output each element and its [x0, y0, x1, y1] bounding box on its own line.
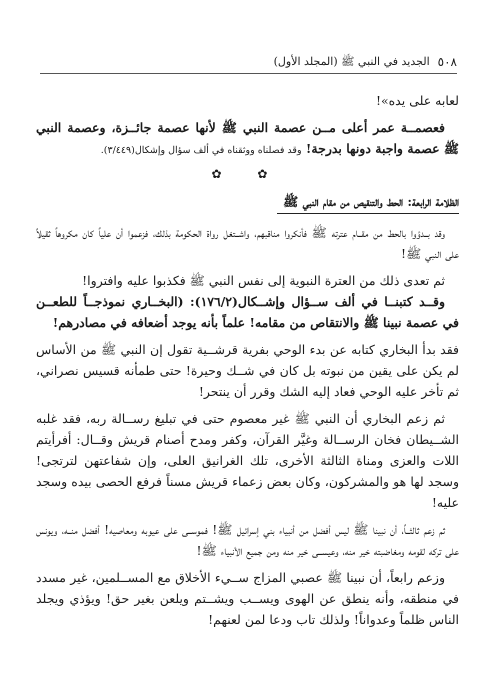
running-title: الجديد في النبي ﷺ (المجلد الأول) [273, 55, 430, 68]
section-divider-ornament: ✿ ✿ [211, 167, 284, 181]
paragraph-4: وقــد كتبنــا في ألف ســؤال وإشــكال(١٧٦/٢): (البخــاري نموذجــاً للطعــن في عصمة نبينا ﷺ والانتقاص من مقامه! علماً بأنه يوجد أضعافه في مصادرهم! [36, 294, 459, 330]
page-number: ٥٠٨ [437, 55, 457, 69]
paragraph-0: لعابه على يده»! [375, 93, 459, 108]
paragraph-1-text: فعصمــة عمر أعلى مــن عصمة النبي ﷺ لأنها عصمة جائــزة، وعصمة النبي ﷺ عصمة واجبة دونها بدرجة! [36, 120, 459, 156]
header-rule [40, 73, 457, 74]
page-body [36, 90, 459, 630]
paragraph-3: ثم تعدى ذلك من العترة النبوية إلى نفس النبي ﷺ فكذبوا عليه وافتروا! [82, 273, 445, 288]
paragraph-5: فقد بدأ البخاري كتابه عن بدء الوحي بفرية قرشــية تقول إن النبي ﷺ من الأساس لم يكن على يقين من نبوته بل كان في شــك وحيرة! حتى طمأنه قسيس نصراني، ثم تأخر عليه الوحي فعاد إليه الشك وقرر أن ينتحر! [36, 342, 459, 399]
paragraph-1 [36, 117, 459, 161]
paragraph-1-note: وقد فصلناه ووثقناه في ألف سؤال وإشكال(٣/٤٤٩). [100, 145, 302, 156]
paragraph-2: وقد بــدؤوا بالحط من مقــام عترته ﷺ فأنكروا مناقبهم، واشــتغل رواة الحكومة بذلك، فزعموا أن علياً كان مكروهاً ثقيلاً على النبي ﷺ! [36, 225, 459, 261]
page-header [40, 54, 457, 70]
paragraph-6: ثم زعم البخاري أن النبي ﷺ غير معصوم حتى في تبليغ رســالة ربه، فقد غلبه الشــيطان فخان الرســالة وغيَّر القرآن، وكفر ومدح أصنام قريش وقــال: أفرأيتم اللات والعزى ومناة الثالثة الأخرى، تلك الغرانيق العلى، وإن شفاعتهن لترتجى! وسجد لها هو والمشركون، وكان بعض زعماء قريش مسناً فرفع الحصى بيده وسجد عليه! [36, 411, 459, 510]
paragraph-8: وزعم رابعاً، أن نبينا ﷺ عصبي المزاج ســيء الأخلاق مع المســلمين، غير مسدد في منطقه، وأنه ينطق عن الهوى ويســب ويشــتم ويلعن بغير حق! ويؤذي ويجلد الناس ظلماً وعدواناً! ولذلك تاب ودعا لمن لعنهم! [36, 570, 459, 627]
section-heading: الظلامة الرابعة: الحط والتنقيص من مقام النبي ﷺ [277, 191, 459, 214]
paragraph-7: ثم زعم ثالثــاً، أن نبينا ﷺ ليس أفضل من أنبياء بني إسرائيل ﷺ! فموســى على عيوبه ومعاصيه! أفضل منــه، ويونس على تركه لقومه ومغاضبته خير منه، وعيســى خير منه ومن جميع الأنبياء ﷺ! [36, 522, 459, 558]
